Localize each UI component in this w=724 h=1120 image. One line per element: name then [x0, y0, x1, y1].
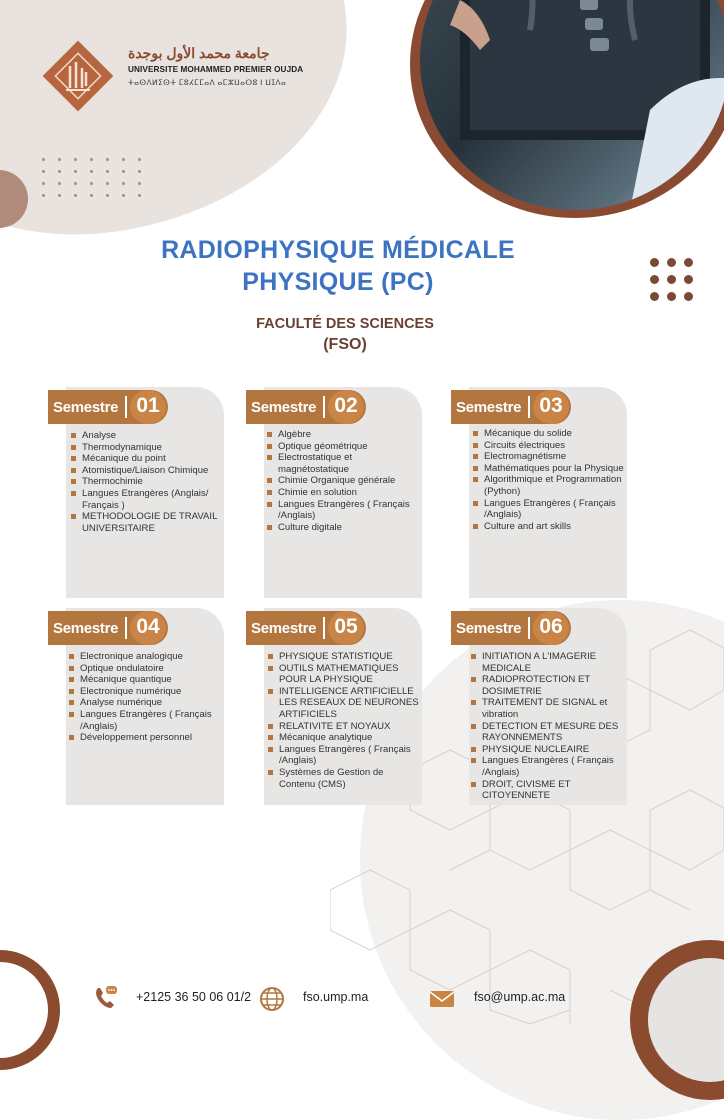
program-title-line1: RADIOPHYSIQUE MÉDICALE	[161, 236, 515, 264]
course-item: Thermochimie	[70, 476, 220, 488]
course-item: Atomistique/Liaison Chimique	[70, 465, 220, 477]
course-item: Développement personnel	[68, 732, 220, 744]
faculty-name: FACULTÉ DES SCIENCES	[256, 316, 434, 332]
program-title-line2: PHYSIQUE (PC)	[242, 268, 434, 296]
semester-badge-4	[48, 611, 160, 645]
semester-badge-5	[246, 611, 358, 645]
university-name-french: UNIVERSITE MOHAMMED PREMIER OUJDA	[128, 65, 304, 74]
semester-number: 05	[334, 615, 358, 638]
semester-badge-2	[246, 390, 358, 424]
course-item: Algorithmique et Programmation (Python)	[472, 474, 624, 497]
course-list-semester-5	[267, 651, 419, 790]
globe-icon	[258, 985, 286, 1013]
course-item: Electrostatique et magnétostatique	[266, 452, 418, 475]
course-item: Langues Etrangères ( Français /Anglais)	[472, 498, 624, 521]
website-link[interactable]: fso.ump.ma	[303, 990, 369, 1004]
course-item: Mathématiques pour la Physique	[472, 463, 624, 475]
semester-label: Semestre	[251, 398, 317, 416]
course-item: OUTILS MATHEMATIQUES POUR LA PHYSIQUE	[267, 663, 419, 686]
course-item: Mécanique du solide	[472, 428, 624, 440]
course-item: RELATIVITE ET NOYAUX	[267, 721, 419, 733]
semester-label: Semestre	[251, 619, 317, 637]
email-link[interactable]: fso@ump.ac.ma	[474, 990, 566, 1004]
xray-illustration-icon	[420, 0, 724, 210]
course-item: Chimie en solution	[266, 487, 418, 499]
semester-badge-3	[451, 390, 563, 424]
semester-label: Semestre	[456, 619, 522, 637]
course-item: Optique géométrique	[266, 441, 418, 453]
course-item: Mécanique analytique	[267, 732, 419, 744]
course-item: DETECTION ET MESURE DES RAYONNEMENTS	[470, 721, 626, 744]
course-item: Analyse numérique	[68, 697, 220, 709]
semester-number: 01	[136, 394, 160, 417]
course-item: Langues Etrangères ( Français /Anglais)	[470, 755, 626, 778]
course-list-semester-6	[470, 651, 626, 802]
course-list-semester-3	[472, 428, 624, 532]
university-name-arabic: جامعة محمد الأول بوجدة	[128, 45, 270, 61]
semester-label: Semestre	[53, 398, 119, 416]
semester-number: 06	[539, 615, 563, 638]
course-item: Thermodynamique	[70, 442, 220, 454]
course-item: Langues Etrangères ( Français /Anglais)	[266, 499, 418, 522]
course-item: METHODOLOGIE DE TRAVAIL UNIVERSITAIRE	[70, 511, 220, 534]
course-item: PHYSIQUE STATISTIQUE	[267, 651, 419, 663]
course-list-semester-4	[68, 651, 220, 744]
course-item: Electronique numérique	[68, 686, 220, 698]
faculty-abbreviation: (FSO)	[323, 336, 367, 353]
course-item: Culture digitale	[266, 522, 418, 534]
course-item: Mécanique quantique	[68, 674, 220, 686]
course-item: DROIT, CIVISME ET CITOYENNETE	[470, 779, 626, 802]
course-item: Circuits électriques	[472, 440, 624, 452]
semester-badge-6	[451, 611, 563, 645]
course-item: RADIOPROTECTION ET DOSIMETRIE	[470, 674, 626, 697]
course-item: TRAITEMENT DE SIGNAL et vibration	[470, 697, 626, 720]
course-item: Langues Etrangères ( Français /Anglais)	[68, 709, 220, 732]
dot-grid-left	[42, 158, 144, 197]
course-item: INTELLIGENCE ARTIFICIELLE LES RESEAUX DE NEURONES ARTIFICIELS	[267, 686, 419, 721]
header-photo-frame	[410, 0, 724, 218]
course-item: PHYSIQUE NUCLEAIRE	[470, 744, 626, 756]
course-item: INITIATION A L'IMAGERIE MEDICALE	[470, 651, 626, 674]
semester-number: 02	[334, 394, 358, 417]
semester-number: 03	[539, 394, 563, 417]
semester-label: Semestre	[456, 398, 522, 416]
university-name-tifinagh: ⵜⴰⵙⴷⵍⵉⵙⵜ ⵎⵓⵃⵎⵎⴰⴷ ⴰⵎⵣⵡⴰⵔⵓ ⵏ ⵡⵊⴷⴰ	[128, 78, 287, 87]
phone-number[interactable]: +2125 36 50 06 01/2	[136, 990, 252, 1004]
course-item: Optique ondulatoire	[68, 663, 220, 675]
course-item: Langues Etrangères (Anglais/ Français )	[70, 488, 220, 511]
course-item: Mécanique du point	[70, 453, 220, 465]
course-item: Chimie Organique générale	[266, 475, 418, 487]
course-item: Culture and art skills	[472, 521, 624, 533]
semester-label: Semestre	[53, 619, 119, 637]
course-item: Algèbre	[266, 429, 418, 441]
course-item: Electromagnétisme	[472, 451, 624, 463]
course-list-semester-1	[70, 430, 220, 534]
course-item: Systèmes de Gestion de Contenu (CMS)	[267, 767, 419, 790]
phone-icon	[92, 984, 120, 1012]
semester-badge-1	[48, 390, 160, 424]
course-item: Analyse	[70, 430, 220, 442]
xray-photo	[420, 0, 724, 210]
university-logo-icon	[40, 38, 116, 114]
course-item: Electronique analogique	[68, 651, 220, 663]
course-list-semester-2	[266, 429, 418, 533]
semester-number: 04	[136, 615, 160, 638]
email-icon	[428, 985, 456, 1013]
course-item: Langues Etrangères ( Français /Anglais)	[267, 744, 419, 767]
